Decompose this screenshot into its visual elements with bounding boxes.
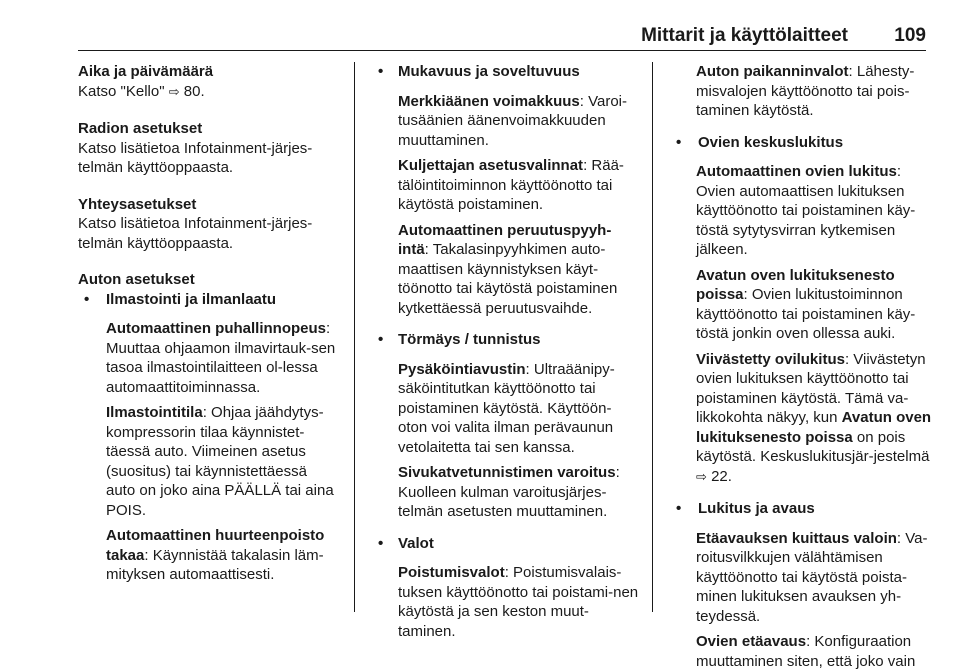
- bullet-dot-icon: •: [676, 500, 682, 517]
- bullet-item: [670, 499, 938, 519]
- setting-desc: : Viivästetyn ovien lukituksen käyttöönotto tai poistaminen käytöstä. Tämä va-likkokohta näkyy, kun: [696, 350, 926, 426]
- page-title: Mittarit ja käyttölaitteet: [641, 25, 848, 46]
- bullet-dot-icon: •: [378, 534, 384, 552]
- page-number: 109: [894, 25, 926, 46]
- page-ref-arrow-icon: ⇨: [696, 469, 707, 485]
- setting-paragraph: [398, 92, 640, 151]
- header-divider: [78, 50, 926, 51]
- section-heading: Radion asetukset: [78, 120, 203, 137]
- setting-desc: : Kuolleen kulman varoitusjärjes-telmän asetusten muuttaminen.: [398, 464, 620, 520]
- setting-term: Automaattinen huurteenpoisto takaa: [106, 527, 325, 564]
- setting-term: Auton paikanninvalot: [696, 63, 849, 80]
- bullet-item: [372, 330, 640, 350]
- page-ref-arrow-icon: ⇨: [168, 84, 180, 100]
- setting-paragraph: [696, 529, 938, 627]
- setting-desc: : Va-roitusvilkkujen välähtämisen käyttöönotto tai käytöstä poista-minen lukituksen avauksen yh-teydessä.: [696, 529, 928, 625]
- column-1: [78, 62, 340, 612]
- setting-desc: : Takalasinpyyhkimen auto-maattisen käynnistyksen käyt-töönotto tai käytöstä poistaminen kytkettäessä peruutusvaihde.: [398, 241, 618, 317]
- page-ref: 80.: [179, 82, 205, 100]
- setting-term: Ilmastointitila: [106, 404, 203, 421]
- setting-term: Viivästetty ovilukitus: [696, 350, 845, 368]
- column-3: [670, 62, 938, 670]
- setting-desc: : Lähesty-misvalojen käyttöönotto tai pois-taminen käytöstä.: [696, 63, 915, 119]
- bullet-label: Törmäys / tunnistus: [398, 331, 541, 348]
- section-vehicle-settings: [78, 270, 340, 585]
- setting-desc: : Käynnistää takalasin läm-mityksen automaattisesti.: [106, 546, 324, 583]
- setting-paragraph: [106, 403, 340, 520]
- setting-desc: : Varoi-tusäänien äänenvoimakkuuden muuttaminen.: [398, 92, 627, 149]
- bullet-label: Valot: [398, 534, 434, 552]
- bullet-dot-icon: •: [378, 331, 384, 348]
- bullet-label: Mukavuus ja soveltuvuus: [398, 63, 580, 80]
- setting-paragraph: [696, 62, 938, 121]
- bullet-dot-icon: •: [84, 290, 90, 308]
- setting-term: Automaattinen puhallinnopeus: [106, 320, 326, 337]
- bullet-dot-icon: •: [378, 63, 384, 80]
- section-heading: Auton asetukset: [78, 271, 195, 288]
- bullet-label: Ilmastointi ja ilmanlaatu: [106, 290, 277, 308]
- bullet-label: Ovien keskuslukitus: [698, 133, 844, 151]
- column-2: [372, 62, 640, 640]
- page-header: [78, 26, 926, 50]
- bullet-item: [78, 290, 340, 310]
- section-heading: Aika ja päivämäärä: [78, 63, 214, 80]
- text-run: Katso "Kello": [78, 82, 169, 100]
- bullet-dot-icon: •: [676, 133, 682, 151]
- setting-paragraph: [398, 463, 640, 522]
- setting-desc: : Poistumisvalais-tuksen käyttöönotto tai poistami-nen käytöstä ja sen keston muut-taminen.: [398, 564, 639, 640]
- setting-desc: : Ovien lukitustoiminnon käyttöönotto tai poistaminen käy-töstä jonkin oven ollessa auki.: [696, 286, 916, 342]
- setting-term: Kuljettajan asetusvalinnat: [398, 157, 584, 174]
- column-divider-1: [354, 62, 355, 612]
- setting-term: Merkkiäänen voimakkuus: [398, 92, 580, 110]
- setting-paragraph: [696, 350, 938, 488]
- section-text: Katso lisätietoa Infotainment-järjes-telmän käyttöoppaasta.: [78, 215, 313, 252]
- bullet-item: [670, 133, 938, 153]
- setting-desc: : Rää-tälöintitoiminnon käyttöönotto tai käytöstä poistaminen.: [398, 157, 624, 213]
- setting-paragraph: [398, 156, 640, 215]
- setting-desc: : Konfiguraation muuttaminen siten, että joko vain: [696, 633, 916, 670]
- setting-term: Ovien etäavaus: [696, 633, 807, 650]
- setting-term: Pysäköintiavustin: [398, 360, 526, 378]
- setting-term: Poistumisvalot: [398, 564, 505, 581]
- setting-paragraph: [106, 526, 340, 585]
- setting-paragraph: [398, 563, 640, 641]
- setting-paragraph: [106, 319, 340, 397]
- setting-paragraph: [696, 266, 938, 344]
- setting-paragraph: [696, 632, 938, 671]
- section-connection-settings: [78, 195, 340, 254]
- setting-term: Avatun oven lukituksenesto poissa: [696, 266, 895, 303]
- setting-desc: : Ovien automaattisen lukituksen käyttöönotto tai poistaminen käy-töstä sytytysvirran kytkemisen jälkeen.: [696, 163, 916, 258]
- setting-term: Automaattinen ovien lukitus: [696, 163, 897, 180]
- section-heading: Yhteysasetukset: [78, 195, 197, 213]
- bullet-item: [372, 62, 640, 82]
- bullet-item: [372, 534, 640, 554]
- setting-paragraph: [398, 221, 640, 319]
- page-ref: 22.: [706, 467, 732, 485]
- setting-paragraph: [398, 360, 640, 458]
- setting-term: Automaattinen peruutuspyyh-intä: [398, 221, 612, 258]
- setting-term: Etäavauksen kuittaus valoin: [696, 529, 897, 547]
- section-radio-settings: [78, 119, 340, 178]
- section-date-time: [78, 62, 340, 102]
- bullet-label: Lukitus ja avaus: [698, 500, 815, 517]
- setting-term: Sivukatvetunnistimen varoitus: [398, 464, 616, 481]
- setting-paragraph: [696, 162, 938, 260]
- setting-desc: : Ohjaa jäähdytys-kompressorin tilaa käynnistet-täessä auto. Viimeinen asetus (suositus) tai käynnistettäessä auto on joko aina PÄÄLLÄ tai aina POIS.: [106, 404, 334, 519]
- setting-term-ref: Avatun oven lukituksenesto poissa: [696, 409, 932, 446]
- section-text: Katso lisätietoa Infotainment-järjes-telmän käyttöoppaasta.: [78, 139, 313, 176]
- setting-desc: : Ultraäänipy-säköintitutkan käyttöönotto tai poistaminen käytöstä. Käyttöön-oton voi valita ilman perävaunun vetolaitetta tai sen kanssa.: [398, 360, 615, 456]
- setting-desc: : Muuttaa ohjaamon ilmavirtauk-sen tasoa ilmastointilaitteen ol-lessa automaattitoiminnassa.: [106, 320, 336, 396]
- setting-desc: on pois käytöstä. Keskuslukitusjär-jestelmä: [696, 428, 930, 465]
- column-divider-2: [652, 62, 653, 612]
- section-text: [78, 82, 340, 103]
